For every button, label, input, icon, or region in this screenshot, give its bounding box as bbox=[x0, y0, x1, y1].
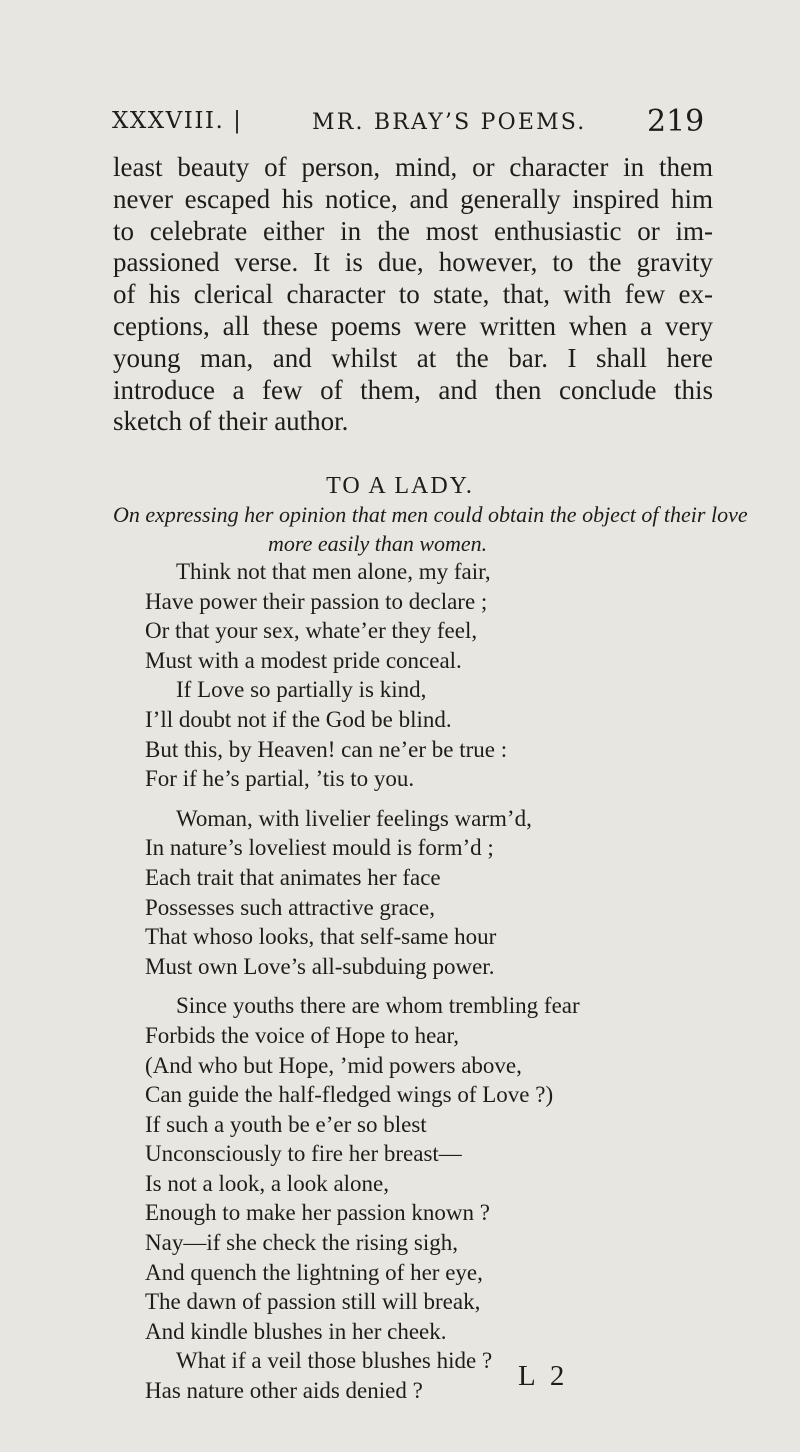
signature-mark: L 2 bbox=[518, 1360, 569, 1392]
stanza bbox=[145, 804, 705, 982]
verse-line: If Love so partially is kind, bbox=[176, 677, 427, 703]
verse-line: But this, by Heaven! can ne’er be true : bbox=[145, 736, 508, 762]
verse-line: And quench the lightning of her eye, bbox=[145, 1259, 483, 1285]
verse-line: Unconsciously to fire her breast— bbox=[145, 1141, 462, 1167]
verse-line: Think not that men alone, my fair, bbox=[176, 559, 491, 584]
verse-line: Woman, with livelier feelings warm’d, bbox=[176, 805, 532, 831]
verse-line: Is not a look, a look alone, bbox=[145, 1170, 390, 1196]
running-title: MR. BRAY’S POEMS. bbox=[312, 110, 587, 135]
verse-line: Possesses such attractive grace, bbox=[145, 894, 435, 920]
verse-line: If such a youth be e’er so blest bbox=[145, 1111, 427, 1137]
stanza bbox=[145, 557, 705, 794]
poem-subtitle bbox=[113, 500, 748, 558]
verse-line: I’ll doubt not if the God be blind. bbox=[145, 706, 452, 732]
verse-line: What if a veil those blushes hide ? bbox=[176, 1348, 493, 1374]
prose-line: of his clerical character to state, that, with few ex- bbox=[113, 279, 713, 310]
page-number: 219 bbox=[647, 104, 705, 139]
verse-line: That whoso looks, that self-same hour bbox=[145, 924, 497, 950]
prose-line: sketch of their author. bbox=[113, 406, 349, 437]
verse-line: Since youths there are whom trembling fear bbox=[176, 993, 580, 1019]
verse-line: Have power their passion to declare ; bbox=[145, 588, 488, 614]
chapter-number: XXXVIII. | bbox=[112, 108, 243, 134]
prose-line: never escaped his notice, and generally inspired him bbox=[113, 183, 713, 214]
verse-line: Must own Love’s all-subduing power. bbox=[145, 953, 495, 979]
subtitle-line: On expressing her opinion that men could obtain the object of their love bbox=[113, 502, 748, 527]
running-header bbox=[112, 104, 712, 144]
verse-line: Has nature other aids denied ? bbox=[145, 1378, 423, 1404]
prose-line: passioned verse. It is due, however, to the gravity bbox=[113, 247, 713, 278]
verse-line: Or that your sex, whate’er they feel, bbox=[145, 618, 478, 644]
prose-paragraph bbox=[113, 152, 713, 438]
verse-line: The dawn of passion still will break, bbox=[145, 1289, 481, 1315]
verse-line: Can guide the half-fledged wings of Love ?) bbox=[145, 1082, 554, 1108]
stanza bbox=[145, 991, 705, 1405]
verse-line: Enough to make her passion known ? bbox=[145, 1200, 490, 1226]
verse-line: (And who but Hope, ’mid powers above, bbox=[145, 1052, 522, 1078]
verse-line: For if he’s partial, ’tis to you. bbox=[145, 766, 415, 792]
verse-line: In nature’s loveliest mould is form’d ; bbox=[145, 835, 494, 861]
prose-line: ceptions, all these poems were written when a very bbox=[113, 310, 713, 341]
prose-line: young man, and whilst at the bar. I shall here bbox=[113, 342, 713, 373]
subtitle-line: more easily than women. bbox=[268, 531, 488, 556]
verse-line: Forbids the voice of Hope to hear, bbox=[145, 1022, 459, 1048]
prose-line: introduce a few of them, and then conclude this bbox=[113, 374, 713, 405]
poem-title: TO A LADY. bbox=[326, 473, 474, 499]
verse-line: Nay—if she check the rising sigh, bbox=[145, 1230, 458, 1256]
verse-line: Each trait that animates her face bbox=[145, 864, 441, 890]
prose-line: least beauty of person, mind, or character in them bbox=[113, 152, 713, 182]
poem-body bbox=[145, 557, 705, 1416]
verse-line: And kindle blushes in her cheek. bbox=[145, 1318, 447, 1344]
verse-line: Must with a modest pride conceal. bbox=[145, 647, 462, 673]
prose-line: to celebrate either in the most enthusiastic or im- bbox=[113, 215, 713, 246]
